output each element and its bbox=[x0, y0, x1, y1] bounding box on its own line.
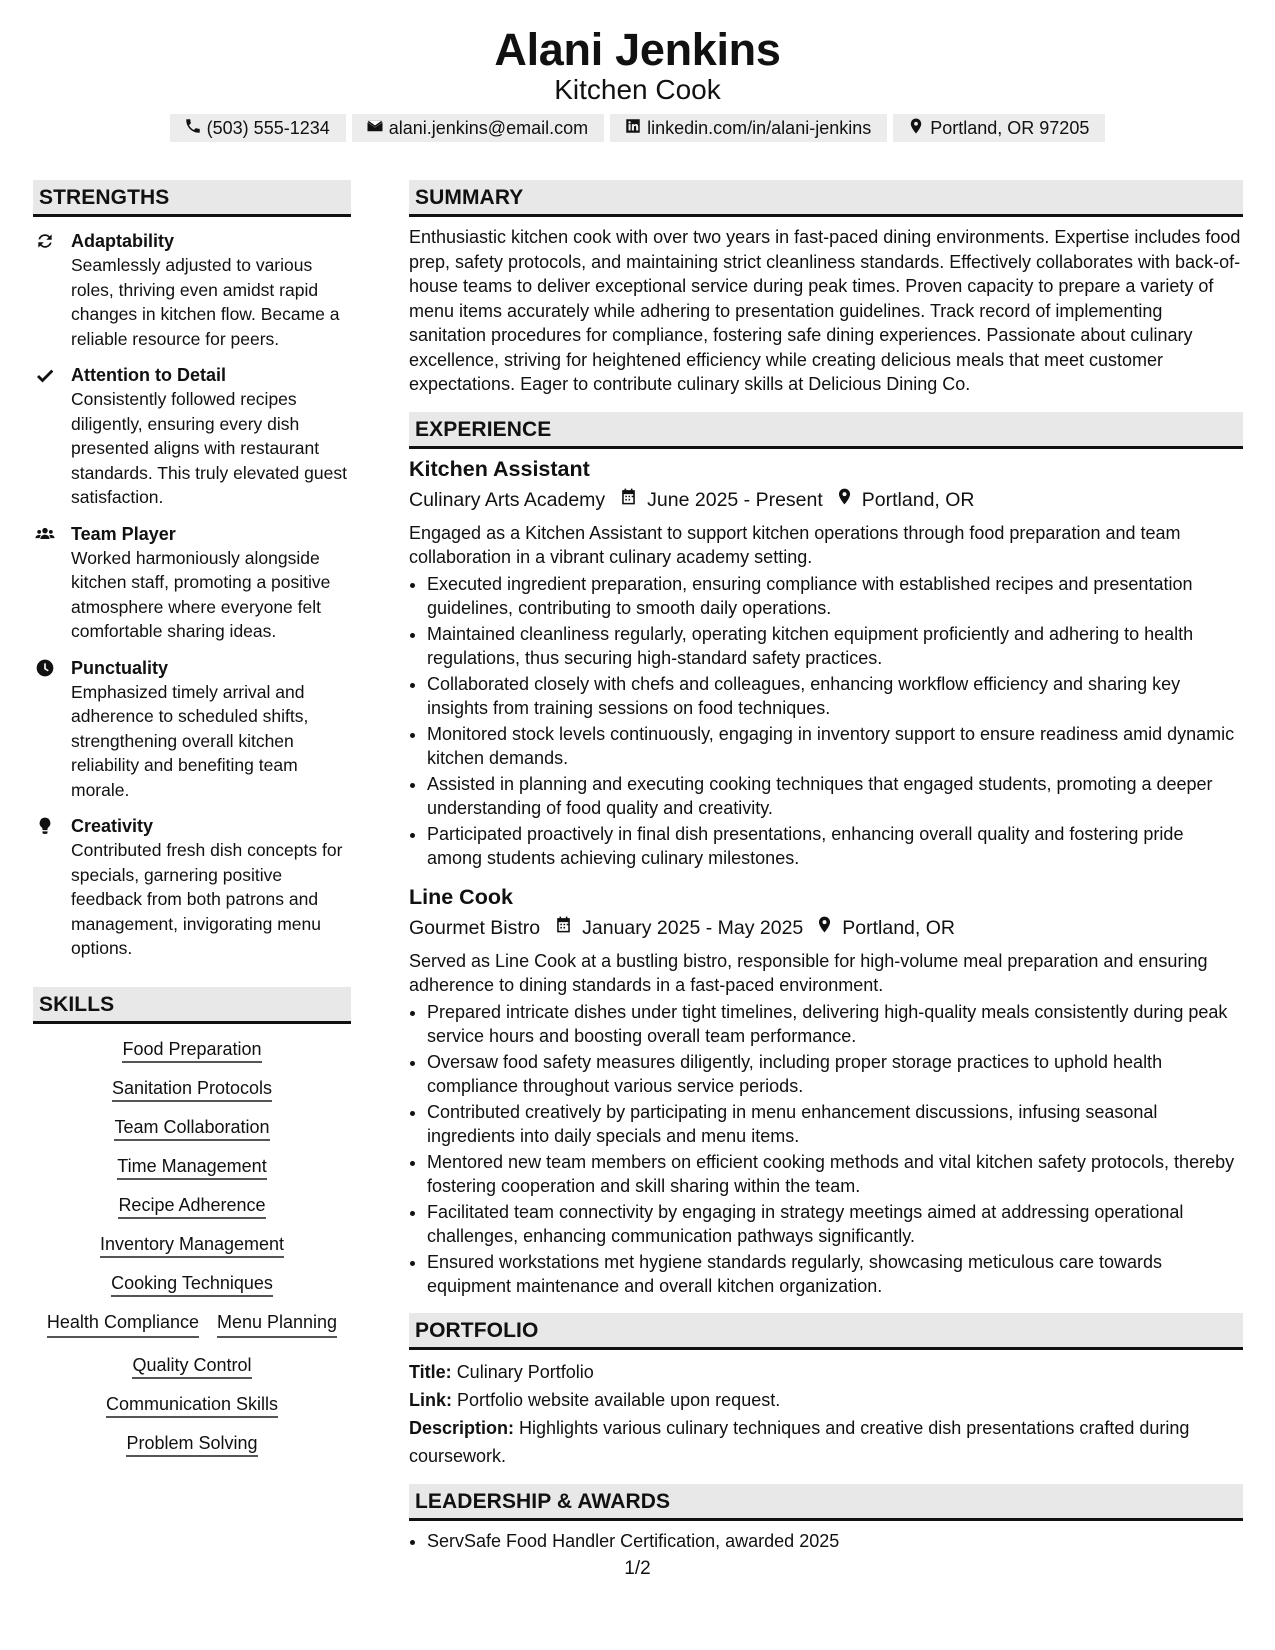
skill-row bbox=[35, 1272, 349, 1295]
strength-desc: Consistently followed recipes diligently, ensuring every dish presented aligns with restaurant standards. This truly elevated guest satisfaction. bbox=[71, 389, 347, 507]
job-dates: January 2025 - May 2025 bbox=[582, 916, 804, 939]
strength-title: Creativity bbox=[71, 816, 154, 836]
skill-row bbox=[35, 1116, 349, 1139]
job-bullet: • Facilitated team connectivity by engaging in strategy meetings aimed at addressing operational challenges, enhancing communication pathways significantly. bbox=[427, 1200, 1243, 1249]
portfolio-title: Culinary Portfolio bbox=[456, 1361, 594, 1382]
strength-desc: Emphasized timely arrival and adherence to scheduled shifts, strengthening overall kitchen reliability and benefiting team morale. bbox=[71, 681, 309, 800]
right-column bbox=[409, 180, 1243, 1554]
contact-location bbox=[893, 114, 1105, 142]
job-meta bbox=[409, 914, 1243, 942]
strength-item bbox=[33, 363, 351, 510]
job-bullet: • Contributed creatively by participating in menu enhancement discussions, infusing seasonal ingredients into daily specials and menu items. bbox=[427, 1100, 1243, 1149]
left-column bbox=[33, 180, 351, 1455]
job-bullet: • Participated proactively in final dish presentations, enhancing overall quality and fostering pride among students achieving culinary milestones. bbox=[427, 822, 1243, 871]
portfolio-link: Portfolio website available upon request. bbox=[457, 1389, 781, 1410]
portfolio-desc-row bbox=[409, 1414, 1243, 1470]
contact-linkedin-text: linkedin.com/in/alani-jenkins bbox=[647, 117, 872, 138]
job-bullet: • Oversaw food safety measures diligently, including proper storage practices to uphold health compliance throughout various service periods. bbox=[427, 1050, 1243, 1099]
skill-row bbox=[35, 1077, 349, 1100]
linkedin-icon bbox=[624, 117, 642, 140]
strengths-heading: STRENGTHS bbox=[33, 180, 351, 217]
skill-tag: Quality Control bbox=[132, 1355, 251, 1379]
job-bullet: • Ensured workstations met hygiene standards regularly, showcasing meticulous care towards equipment maintenance and overall kitchen organization. bbox=[427, 1250, 1243, 1299]
contact-linkedin[interactable] bbox=[610, 114, 887, 142]
job-bullets bbox=[409, 572, 1243, 871]
job-bullets bbox=[409, 1000, 1243, 1299]
skill-tag: Team Collaboration bbox=[114, 1117, 269, 1141]
envelope-icon bbox=[366, 117, 384, 140]
job-company: Culinary Arts Academy bbox=[409, 488, 606, 511]
job-entry bbox=[409, 883, 1243, 1299]
phone-icon bbox=[184, 117, 202, 140]
refresh-icon bbox=[35, 231, 55, 251]
job-description: Engaged as a Kitchen Assistant to support kitchen operations through food preparation and team collaboration in a vibrant culinary academy setting. bbox=[409, 522, 1181, 567]
contact-location-text: Portland, OR 97205 bbox=[930, 117, 1090, 138]
job-description: Served as Line Cook at a bustling bistro, responsible for high-volume meal preparation and ensuring adherence to dining standards in a fast-paced environment. bbox=[409, 950, 1208, 995]
contact-email-text: alani.jenkins@email.com bbox=[388, 117, 589, 138]
clock-icon bbox=[35, 658, 55, 678]
job-dates: June 2025 - Present bbox=[647, 488, 823, 511]
skill-tag: Food Preparation bbox=[122, 1039, 261, 1063]
candidate-name: Alani Jenkins bbox=[494, 24, 781, 75]
job-location: Portland, OR bbox=[842, 916, 955, 939]
awards-list bbox=[409, 1529, 1243, 1554]
portfolio-heading: PORTFOLIO bbox=[409, 1313, 1243, 1350]
skills-list bbox=[33, 1038, 351, 1455]
map-pin-icon bbox=[823, 486, 862, 514]
job-company: Gourmet Bistro bbox=[409, 916, 541, 939]
job-title: Line Cook bbox=[409, 884, 513, 909]
strength-item bbox=[33, 522, 351, 644]
skill-tag: Time Management bbox=[117, 1156, 266, 1180]
skill-row bbox=[35, 1194, 349, 1217]
contact-bar bbox=[0, 114, 1275, 142]
candidate-role: Kitchen Cook bbox=[554, 74, 721, 105]
portfolio-details bbox=[409, 1358, 1243, 1470]
skill-tag: Cooking Techniques bbox=[111, 1273, 273, 1297]
skill-tag: Health Compliance bbox=[47, 1311, 199, 1338]
summary-text: Enthusiastic kitchen cook with over two years in fast-paced dining environments. Expertise includes food prep, safety protocols, and maintaining strict cleanliness standards. Effectively collaborates with back-of-house teams to deliver exceptional service during peak times. Proven capacity to prepare a variety of menu items accurately while adhering to presentation guidelines. Track record of implementing sanitation procedures for compliance, fostering safe dining experiences. Passionate about culinary excellence, striving for heightened efficiency while creating delicious meals that meet customer expectations. Eager to contribute culinary skills at Delicious Dining Co. bbox=[409, 227, 1241, 394]
skill-row bbox=[35, 1038, 349, 1061]
job-title: Kitchen Assistant bbox=[409, 456, 590, 481]
skill-tag: Communication Skills bbox=[106, 1394, 278, 1418]
job-location: Portland, OR bbox=[861, 488, 975, 511]
users-icon bbox=[35, 524, 55, 544]
skill-tag: Menu Planning bbox=[217, 1311, 337, 1338]
skill-tag: Inventory Management bbox=[100, 1234, 284, 1258]
skill-tag: Problem Solving bbox=[126, 1433, 257, 1457]
skill-tag: Sanitation Protocols bbox=[112, 1078, 272, 1102]
strength-title: Attention to Detail bbox=[71, 365, 226, 385]
strength-item bbox=[33, 656, 351, 803]
portfolio-link-row bbox=[409, 1386, 1243, 1414]
strength-desc: Seamlessly adjusted to various roles, thriving even amidst rapid changes in kitchen flow. Became a reliable resource for peers. bbox=[71, 255, 340, 349]
strength-item bbox=[33, 229, 351, 351]
job-entry bbox=[409, 455, 1243, 871]
calendar-icon bbox=[540, 914, 582, 942]
job-bullet: • Monitored stock levels continuously, engaging in inventory support to ensure readiness amid dynamic kitchen demands. bbox=[427, 722, 1243, 771]
portfolio-link-label: Link: bbox=[409, 1389, 452, 1410]
strength-desc: Contributed fresh dish concepts for specials, garnering positive feedback from both patrons and management, invigorating menu options. bbox=[71, 840, 343, 958]
strength-title: Team Player bbox=[71, 523, 176, 544]
skill-tag: Recipe Adherence bbox=[118, 1195, 265, 1219]
skill-row bbox=[35, 1233, 349, 1256]
skill-row bbox=[35, 1354, 349, 1377]
job-bullet: • Mentored new team members on efficient cooking methods and vital kitchen safety protocols, thereby fostering cooperation and skill sharing within the team. bbox=[427, 1150, 1243, 1199]
calendar-icon bbox=[605, 486, 647, 514]
contact-email[interactable] bbox=[352, 114, 604, 142]
skills-heading: SKILLS bbox=[33, 987, 351, 1024]
job-bullet: • Maintained cleanliness regularly, operating kitchen equipment proficiently and adhering to health regulations, thus securing high-standard safety practices. bbox=[427, 622, 1243, 671]
portfolio-desc: Highlights various culinary techniques and creative dish presentations crafted during coursework. bbox=[409, 1417, 1190, 1466]
awards-heading: LEADERSHIP & AWARDS bbox=[409, 1484, 1243, 1521]
strength-title: Punctuality bbox=[71, 657, 169, 678]
job-bullet: • Collaborated closely with chefs and colleagues, enhancing workflow efficiency and sharing key insights from training sessions on food techniques. bbox=[427, 672, 1243, 721]
lightbulb-icon bbox=[35, 816, 55, 836]
skill-row bbox=[35, 1155, 349, 1178]
skill-row bbox=[35, 1432, 349, 1455]
strength-desc: Worked harmoniously alongside kitchen staff, promoting a positive atmosphere where everyone felt comfortable sharing ideas. bbox=[71, 547, 331, 641]
strength-title: Adaptability bbox=[71, 231, 175, 251]
job-bullet: • Assisted in planning and executing cooking techniques that engaged students, promoting a deeper understanding of food quality and creativity. bbox=[427, 772, 1243, 821]
portfolio-title-label: Title: bbox=[409, 1361, 452, 1382]
checkmark-icon bbox=[35, 365, 55, 385]
job-meta bbox=[409, 486, 1243, 514]
map-pin-icon bbox=[907, 117, 925, 140]
job-bullet: • Executed ingredient preparation, ensuring compliance with established recipes and presentation guidelines, contributing to smooth daily operations. bbox=[427, 572, 1243, 621]
contact-phone-text: (503) 555-1234 bbox=[206, 117, 330, 138]
experience-heading: EXPERIENCE bbox=[409, 412, 1243, 449]
strength-item bbox=[33, 814, 351, 961]
map-pin-icon bbox=[803, 914, 842, 942]
page-number: 1/2 bbox=[624, 1558, 651, 1579]
portfolio-desc-label: Description: bbox=[409, 1417, 515, 1438]
portfolio-title-row bbox=[409, 1358, 1243, 1386]
job-bullet: • Prepared intricate dishes under tight timelines, delivering high-quality meals consistently during peak service hours and boosting overall team performance. bbox=[427, 1000, 1243, 1049]
award-item: • ServSafe Food Handler Certification, awarded 2025 bbox=[427, 1529, 1243, 1554]
summary-heading: SUMMARY bbox=[409, 180, 1243, 217]
skill-row bbox=[35, 1393, 349, 1416]
contact-phone[interactable] bbox=[170, 114, 346, 142]
